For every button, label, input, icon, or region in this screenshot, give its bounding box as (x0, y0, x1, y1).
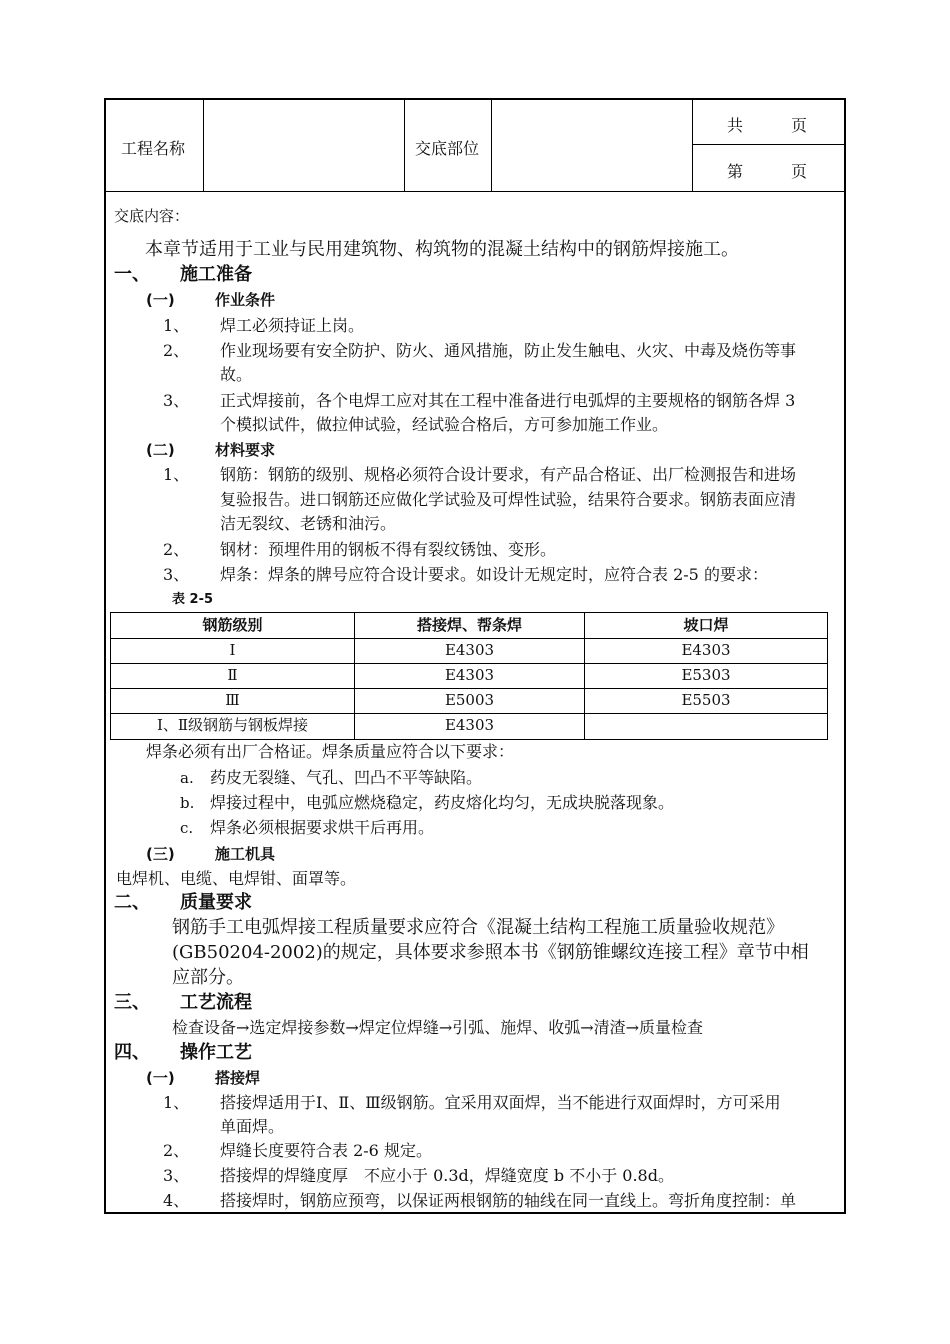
table-cell: Ⅰ (229, 641, 236, 659)
project-name-label: 工程名称 (121, 139, 186, 158)
section-title: 工艺流程 (180, 992, 252, 1013)
table-caption: 表 2-5 (172, 592, 214, 607)
table-row (111, 688, 827, 713)
table-cell: E5303 (681, 666, 731, 684)
list-marker: c. (180, 819, 194, 837)
item-number: 3、 (163, 391, 190, 410)
item-text: 焊条：焊条的牌号应符合设计要求。如设计无规定时，应符合表 2-5 的要求： (220, 565, 768, 584)
item-text: 钢筋：钢筋的级别、规格必须符合设计要求，有产品合格证、出厂检测报告和进场 (220, 465, 797, 484)
item-number: 3、 (163, 1166, 190, 1185)
item-number: 3、 (163, 565, 190, 584)
column-header: 钢筋级别 (202, 616, 263, 634)
list-item: 药皮无裂缝、气孔、凹凸不平等缺陷。 (210, 768, 483, 787)
section-title: 操作工艺 (180, 1042, 252, 1063)
item-text: 搭接焊适用于Ⅰ、Ⅱ、Ⅲ级钢筋。宜采用双面焊，当不能进行双面焊时，方可采用 (220, 1093, 781, 1112)
paragraph: 钢筋手工电弧焊接工程质量要求应符合《混凝土结构工程施工质量验收规范》 (172, 917, 784, 938)
table-cell: E4303 (444, 666, 495, 684)
header-divider (692, 99, 693, 191)
table-cell: E4303 (681, 641, 731, 659)
item-number: 1、 (163, 316, 190, 335)
subsection-number: (一) (146, 291, 175, 309)
electrode-table (110, 612, 828, 740)
item-text: 钢材：预埋件用的钢板不得有裂纹锈蚀、变形。 (220, 540, 557, 559)
table-cell: E4303 (444, 641, 495, 659)
subsection-number: (三) (146, 845, 175, 863)
header-divider (404, 99, 405, 191)
paragraph: 电焊机、电缆、电焊钳、面罩等。 (116, 869, 357, 888)
table-cell (585, 713, 827, 738)
list-item: 焊条必须根据要求烘干后再用。 (210, 818, 435, 837)
item-number: 2、 (163, 1141, 190, 1160)
subsection-title: 材料要求 (215, 441, 276, 459)
header-divider (692, 144, 845, 145)
header-divider (203, 99, 204, 191)
item-text: 焊缝长度要符合表 2-6 规定。 (220, 1141, 432, 1160)
list-marker: a. (180, 769, 194, 787)
table-cell: E5503 (681, 691, 731, 709)
table-cell: E5003 (444, 691, 495, 709)
section-number: 二、 (114, 892, 150, 913)
total-pages: 共 页 (727, 116, 808, 135)
item-text: 洁无裂纹、老锈和油污。 (220, 514, 397, 533)
item-text: 搭接焊的焊缝度厚 不应小于 0.3d，焊缝宽度 b 不小于 0.8d。 (220, 1166, 674, 1185)
item-text: 正式焊接前，各个电焊工应对其在工程中准备进行电弧焊的主要规格的钢筋各焊 3 (220, 391, 796, 410)
subsection-title: 作业条件 (215, 291, 276, 309)
table-row (111, 638, 827, 663)
item-text: 故。 (220, 365, 253, 384)
subsection-number: (一) (146, 1069, 175, 1087)
table-header-row (111, 613, 827, 638)
item-text: 个模拟试件，做拉伸试验，经试验合格后，方可参加施工作业。 (220, 415, 669, 434)
item-number: 1、 (163, 1093, 190, 1112)
item-number: 4、 (163, 1191, 190, 1210)
table-row (111, 713, 827, 738)
column-header: 坡口焊 (683, 616, 729, 634)
process-flow: 检查设备→选定焊接参数→焊定位焊缝→引弧、施焊、收弧→清渣→质量检查 (172, 1018, 704, 1037)
item-text: 作业现场要有安全防护、防火、通风措施，防止发生触电、火灾、中毒及烧伤等事 (220, 341, 797, 360)
list-marker: b. (180, 794, 195, 812)
table-cell: Ⅱ (227, 666, 238, 684)
table-cell: Ⅲ (225, 691, 240, 709)
item-text: 单面焊。 (220, 1117, 285, 1136)
list-item: 焊接过程中，电弧应燃烧稳定，药皮熔化均匀，无成块脱落现象。 (210, 793, 675, 812)
paragraph: 应部分。 (172, 967, 244, 988)
item-number: 2、 (163, 540, 190, 559)
table-cell: Ⅰ、Ⅱ级钢筋与钢板焊接 (156, 716, 309, 734)
subsection-number: (二) (146, 441, 175, 459)
location-label: 交底部位 (415, 139, 480, 158)
section-title: 质量要求 (180, 892, 252, 913)
item-text: 焊工必须持证上岗。 (220, 316, 365, 335)
item-number: 2、 (163, 341, 190, 360)
page-number: 第 页 (727, 162, 808, 181)
header-bottom-line (105, 191, 845, 192)
item-number: 1、 (163, 465, 190, 484)
table-cell: E4303 (444, 716, 495, 734)
section-title: 施工准备 (180, 264, 252, 285)
intro-text: 本章节适用于工业与民用建筑物、构筑物的混凝土结构中的钢筋焊接施工。 (145, 239, 739, 260)
subsection-title: 搭接焊 (215, 1069, 261, 1087)
intro-label: 交底内容： (114, 207, 190, 225)
item-text: 复验报告。进口钢筋还应做化学试验及可焊性试验，结果符合要求。钢筋表面应清 (220, 490, 797, 509)
header-divider (491, 99, 492, 191)
section-number: 一、 (114, 264, 150, 285)
section-number: 四、 (114, 1042, 150, 1063)
column-header: 搭接焊、帮条焊 (416, 616, 522, 634)
item-text: 搭接焊时，钢筋应预弯，以保证两根钢筋的轴线在同一直线上。弯折角度控制：单 (220, 1191, 797, 1210)
paragraph: (GB50204-2002)的规定，具体要求参照本书《钢筋锥螺纹连接工程》章节中相 (172, 942, 809, 963)
table-row (111, 663, 827, 688)
paragraph: 焊条必须有出厂合格证。焊条质量应符合以下要求： (146, 742, 515, 761)
section-number: 三、 (114, 992, 150, 1013)
subsection-title: 施工机具 (215, 845, 276, 863)
